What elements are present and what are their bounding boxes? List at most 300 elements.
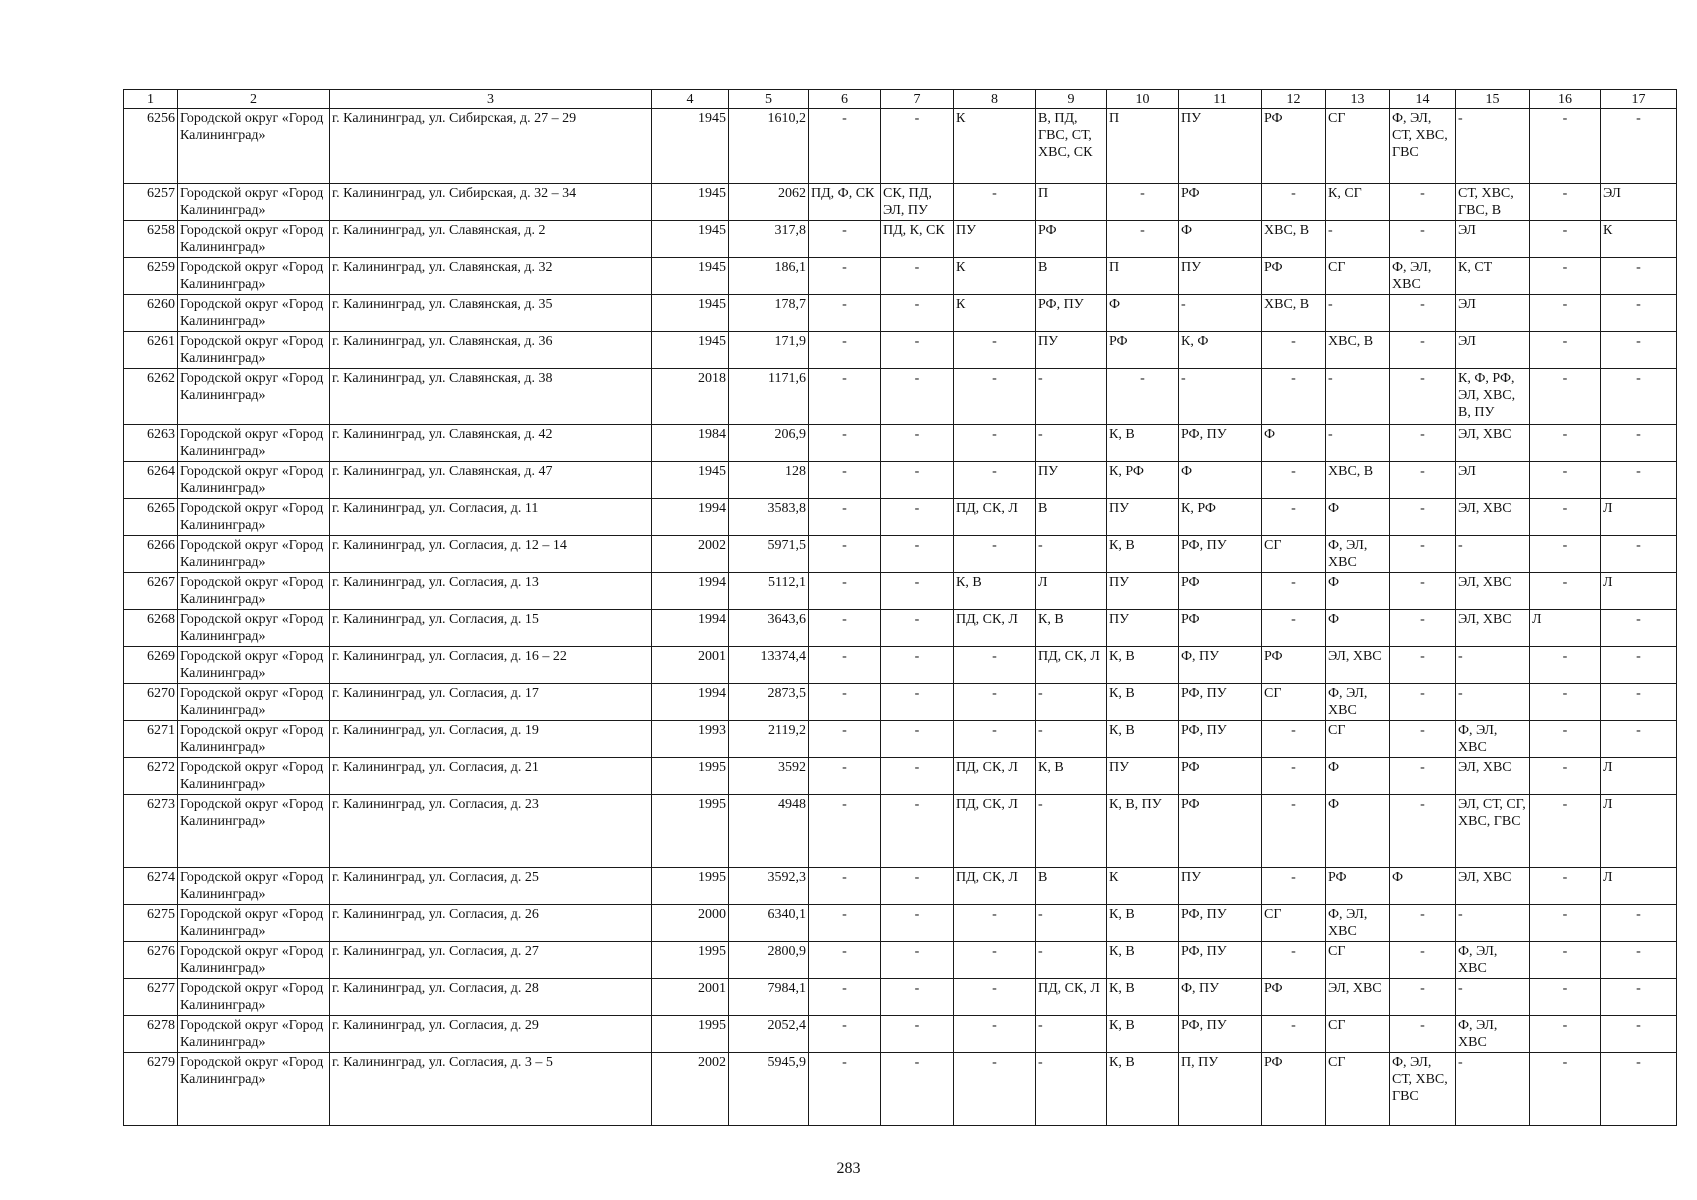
cell-col-13: ХВС, В [1326, 332, 1390, 369]
cell-col-17: Л [1601, 499, 1677, 536]
cell-col-15: К, Ф, РФ, ЭЛ, ХВС, В, ПУ [1456, 369, 1530, 425]
cell-col-16: - [1530, 221, 1601, 258]
cell-col-14: - [1390, 795, 1456, 868]
cell-col-10: П [1107, 109, 1179, 184]
cell-col-6: - [809, 795, 881, 868]
table-row [124, 758, 1677, 795]
cell-col-17: - [1601, 721, 1677, 758]
cell-year-built: 2018 [652, 369, 729, 425]
cell-year-built: 1945 [652, 184, 729, 221]
cell-col-8: К, В [954, 573, 1036, 610]
cell-col-17: - [1601, 369, 1677, 425]
cell-address: г. Калининград, ул. Согласия, д. 12 – 14 [330, 536, 652, 573]
cell-municipality: Городской округ «Город Калининград» [178, 184, 330, 221]
cell-col-14: - [1390, 184, 1456, 221]
cell-year-built: 1945 [652, 221, 729, 258]
cell-col-9: - [1036, 536, 1107, 573]
table-row [124, 462, 1677, 499]
cell-col-15: ЭЛ, ХВС [1456, 573, 1530, 610]
cell-col-8: - [954, 1053, 1036, 1126]
cell-year-built: 2000 [652, 905, 729, 942]
cell-area: 317,8 [729, 221, 809, 258]
cell-col-12: СГ [1262, 684, 1326, 721]
cell-col-8: ПД, СК, Л [954, 868, 1036, 905]
cell-record-number: 6276 [124, 942, 178, 979]
cell-col-16: - [1530, 1053, 1601, 1126]
cell-col-15: - [1456, 1053, 1530, 1126]
cell-municipality: Городской округ «Город Калининград» [178, 979, 330, 1016]
cell-col-8: - [954, 979, 1036, 1016]
cell-col-9: В [1036, 258, 1107, 295]
cell-col-13: СГ [1326, 109, 1390, 184]
cell-municipality: Городской округ «Город Калининград» [178, 647, 330, 684]
cell-col-6: - [809, 868, 881, 905]
table-row [124, 647, 1677, 684]
cell-area: 2873,5 [729, 684, 809, 721]
cell-col-14: - [1390, 332, 1456, 369]
cell-col-14: - [1390, 369, 1456, 425]
cell-col-13: Ф, ЭЛ, ХВС [1326, 684, 1390, 721]
cell-year-built: 1995 [652, 942, 729, 979]
cell-col-8: - [954, 905, 1036, 942]
cell-col-15: - [1456, 905, 1530, 942]
cell-col-10: К, В [1107, 425, 1179, 462]
cell-col-12: - [1262, 868, 1326, 905]
cell-year-built: 1995 [652, 1016, 729, 1053]
cell-col-10: К, В [1107, 942, 1179, 979]
cell-col-16: - [1530, 979, 1601, 1016]
cell-municipality: Городской округ «Город Калининград» [178, 795, 330, 868]
cell-col-16: - [1530, 795, 1601, 868]
cell-col-7: - [881, 573, 954, 610]
cell-col-11: К, РФ [1179, 499, 1262, 536]
cell-col-15: ЭЛ, СТ, СГ, ХВС, ГВС [1456, 795, 1530, 868]
cell-col-12: - [1262, 332, 1326, 369]
table-row [124, 369, 1677, 425]
cell-col-10: К, В [1107, 1016, 1179, 1053]
cell-col-17: - [1601, 647, 1677, 684]
cell-address: г. Калининград, ул. Славянская, д. 35 [330, 295, 652, 332]
cell-col-17: - [1601, 462, 1677, 499]
cell-address: г. Калининград, ул. Согласия, д. 19 [330, 721, 652, 758]
cell-record-number: 6274 [124, 868, 178, 905]
cell-col-16: - [1530, 1016, 1601, 1053]
cell-col-10: К, В [1107, 536, 1179, 573]
cell-col-11: РФ, ПУ [1179, 425, 1262, 462]
cell-col-6: - [809, 499, 881, 536]
cell-col-10: К, В [1107, 905, 1179, 942]
cell-year-built: 1994 [652, 610, 729, 647]
cell-area: 3592 [729, 758, 809, 795]
cell-year-built: 2001 [652, 647, 729, 684]
cell-col-9: - [1036, 795, 1107, 868]
cell-col-17: - [1601, 425, 1677, 462]
cell-col-13: Ф [1326, 610, 1390, 647]
cell-col-7: ПД, К, СК [881, 221, 954, 258]
cell-col-9: - [1036, 369, 1107, 425]
cell-area: 2062 [729, 184, 809, 221]
cell-col-11: Ф [1179, 221, 1262, 258]
cell-col-15: - [1456, 536, 1530, 573]
cell-col-8: ПУ [954, 221, 1036, 258]
cell-col-16: - [1530, 369, 1601, 425]
cell-col-16: - [1530, 647, 1601, 684]
cell-col-15: ЭЛ, ХВС [1456, 610, 1530, 647]
column-header: 8 [954, 90, 1036, 109]
column-header: 6 [809, 90, 881, 109]
cell-col-14: - [1390, 221, 1456, 258]
cell-col-9: ПД, СК, Л [1036, 979, 1107, 1016]
cell-record-number: 6257 [124, 184, 178, 221]
cell-col-13: СГ [1326, 942, 1390, 979]
cell-col-7: СК, ПД, ЭЛ, ПУ [881, 184, 954, 221]
cell-area: 206,9 [729, 425, 809, 462]
cell-col-12: РФ [1262, 258, 1326, 295]
cell-col-6: ПД, Ф, СК [809, 184, 881, 221]
cell-col-12: - [1262, 369, 1326, 425]
cell-record-number: 6268 [124, 610, 178, 647]
cell-address: г. Калининград, ул. Сибирская, д. 32 – 34 [330, 184, 652, 221]
cell-area: 128 [729, 462, 809, 499]
cell-col-15: - [1456, 684, 1530, 721]
cell-col-14: - [1390, 425, 1456, 462]
cell-col-11: - [1179, 295, 1262, 332]
cell-col-9: РФ [1036, 221, 1107, 258]
cell-col-7: - [881, 610, 954, 647]
cell-col-7: - [881, 295, 954, 332]
table-row [124, 610, 1677, 647]
cell-col-9: - [1036, 425, 1107, 462]
cell-col-8: - [954, 536, 1036, 573]
cell-col-17: - [1601, 979, 1677, 1016]
cell-col-6: - [809, 647, 881, 684]
cell-col-7: - [881, 979, 954, 1016]
table-row [124, 684, 1677, 721]
cell-year-built: 1945 [652, 258, 729, 295]
table-row [124, 258, 1677, 295]
cell-col-6: - [809, 332, 881, 369]
cell-address: г. Калининград, ул. Согласия, д. 29 [330, 1016, 652, 1053]
cell-area: 1171,6 [729, 369, 809, 425]
cell-col-7: - [881, 721, 954, 758]
cell-municipality: Городской округ «Город Калининград» [178, 109, 330, 184]
cell-year-built: 1995 [652, 795, 729, 868]
cell-col-12: - [1262, 758, 1326, 795]
cell-record-number: 6260 [124, 295, 178, 332]
cell-municipality: Городской округ «Город Калининград» [178, 369, 330, 425]
cell-col-12: - [1262, 1016, 1326, 1053]
cell-col-16: - [1530, 462, 1601, 499]
cell-col-13: Ф [1326, 499, 1390, 536]
table-row [124, 721, 1677, 758]
cell-municipality: Городской округ «Город Калининград» [178, 258, 330, 295]
cell-col-14: - [1390, 499, 1456, 536]
cell-col-11: РФ [1179, 184, 1262, 221]
column-header: 7 [881, 90, 954, 109]
cell-col-13: - [1326, 295, 1390, 332]
cell-municipality: Городской округ «Город Калининград» [178, 332, 330, 369]
cell-col-11: РФ, ПУ [1179, 684, 1262, 721]
cell-year-built: 1945 [652, 109, 729, 184]
cell-col-11: П, ПУ [1179, 1053, 1262, 1126]
cell-year-built: 1994 [652, 499, 729, 536]
cell-col-15: ЭЛ, ХВС [1456, 425, 1530, 462]
cell-municipality: Городской округ «Город Калининград» [178, 610, 330, 647]
column-header: 12 [1262, 90, 1326, 109]
cell-col-11: РФ, ПУ [1179, 905, 1262, 942]
cell-col-17: Л [1601, 758, 1677, 795]
cell-municipality: Городской округ «Город Калининград» [178, 942, 330, 979]
cell-municipality: Городской округ «Город Калининград» [178, 221, 330, 258]
cell-col-9: ПУ [1036, 462, 1107, 499]
cell-col-10: К, В [1107, 1053, 1179, 1126]
cell-col-6: - [809, 369, 881, 425]
cell-col-13: Ф, ЭЛ, ХВС [1326, 905, 1390, 942]
table-body [124, 109, 1677, 1126]
cell-col-6: - [809, 109, 881, 184]
cell-col-8: - [954, 332, 1036, 369]
cell-municipality: Городской округ «Город Калининград» [178, 462, 330, 499]
cell-col-13: Ф [1326, 795, 1390, 868]
cell-area: 1610,2 [729, 109, 809, 184]
cell-municipality: Городской округ «Город Калининград» [178, 499, 330, 536]
cell-address: г. Калининград, ул. Сибирская, д. 27 – 29 [330, 109, 652, 184]
cell-col-12: СГ [1262, 536, 1326, 573]
cell-col-10: К, В [1107, 979, 1179, 1016]
cell-col-11: Ф, ПУ [1179, 647, 1262, 684]
cell-col-16: - [1530, 758, 1601, 795]
column-header: 9 [1036, 90, 1107, 109]
cell-col-10: - [1107, 184, 1179, 221]
cell-record-number: 6271 [124, 721, 178, 758]
cell-col-10: - [1107, 369, 1179, 425]
cell-col-12: - [1262, 610, 1326, 647]
cell-col-6: - [809, 425, 881, 462]
cell-area: 186,1 [729, 258, 809, 295]
column-header: 10 [1107, 90, 1179, 109]
table-row [124, 573, 1677, 610]
cell-col-10: К, РФ [1107, 462, 1179, 499]
cell-col-11: Ф [1179, 462, 1262, 499]
cell-area: 2119,2 [729, 721, 809, 758]
cell-municipality: Городской округ «Город Калининград» [178, 868, 330, 905]
cell-col-9: К, В [1036, 610, 1107, 647]
table-row [124, 536, 1677, 573]
cell-col-7: - [881, 1053, 954, 1126]
cell-col-11: Ф, ПУ [1179, 979, 1262, 1016]
cell-col-13: - [1326, 369, 1390, 425]
cell-area: 6340,1 [729, 905, 809, 942]
cell-col-16: - [1530, 332, 1601, 369]
cell-address: г. Калининград, ул. Согласия, д. 15 [330, 610, 652, 647]
cell-col-10: РФ [1107, 332, 1179, 369]
cell-col-12: Ф [1262, 425, 1326, 462]
cell-area: 2052,4 [729, 1016, 809, 1053]
cell-municipality: Городской округ «Город Калининград» [178, 1016, 330, 1053]
cell-address: г. Калининград, ул. Славянская, д. 42 [330, 425, 652, 462]
cell-record-number: 6277 [124, 979, 178, 1016]
cell-col-7: - [881, 905, 954, 942]
cell-col-7: - [881, 425, 954, 462]
cell-col-8: К [954, 109, 1036, 184]
cell-col-14: - [1390, 758, 1456, 795]
cell-col-6: - [809, 295, 881, 332]
cell-year-built: 1945 [652, 295, 729, 332]
cell-col-8: - [954, 369, 1036, 425]
cell-municipality: Городской округ «Город Калининград» [178, 721, 330, 758]
cell-col-7: - [881, 795, 954, 868]
cell-municipality: Городской округ «Город Калининград» [178, 425, 330, 462]
cell-record-number: 6264 [124, 462, 178, 499]
cell-col-12: ХВС, В [1262, 221, 1326, 258]
cell-col-6: - [809, 1016, 881, 1053]
cell-col-14: Ф, ЭЛ, СТ, ХВС, ГВС [1390, 109, 1456, 184]
cell-col-15: ЭЛ [1456, 295, 1530, 332]
cell-area: 5945,9 [729, 1053, 809, 1126]
cell-col-11: РФ, ПУ [1179, 942, 1262, 979]
cell-area: 178,7 [729, 295, 809, 332]
cell-col-14: - [1390, 536, 1456, 573]
cell-col-9: ПД, СК, Л [1036, 647, 1107, 684]
cell-col-11: РФ, ПУ [1179, 536, 1262, 573]
column-header: 2 [178, 90, 330, 109]
cell-col-13: Ф, ЭЛ, ХВС [1326, 536, 1390, 573]
cell-col-12: ХВС, В [1262, 295, 1326, 332]
cell-col-8: К [954, 295, 1036, 332]
cell-record-number: 6269 [124, 647, 178, 684]
cell-col-10: Ф [1107, 295, 1179, 332]
cell-address: г. Калининград, ул. Славянская, д. 38 [330, 369, 652, 425]
cell-col-13: Ф [1326, 573, 1390, 610]
cell-col-17: - [1601, 942, 1677, 979]
cell-col-7: - [881, 258, 954, 295]
cell-col-15: ЭЛ [1456, 221, 1530, 258]
cell-record-number: 6259 [124, 258, 178, 295]
table-row [124, 942, 1677, 979]
cell-col-13: ЭЛ, ХВС [1326, 979, 1390, 1016]
column-header: 13 [1326, 90, 1390, 109]
cell-area: 13374,4 [729, 647, 809, 684]
cell-year-built: 1994 [652, 573, 729, 610]
cell-col-15: - [1456, 647, 1530, 684]
cell-col-17: ЭЛ [1601, 184, 1677, 221]
cell-col-17: - [1601, 332, 1677, 369]
cell-col-6: - [809, 684, 881, 721]
cell-col-11: ПУ [1179, 109, 1262, 184]
cell-col-7: - [881, 499, 954, 536]
cell-col-9: В, ПД, ГВС, СТ, ХВС, СК [1036, 109, 1107, 184]
cell-area: 4948 [729, 795, 809, 868]
cell-col-13: К, СГ [1326, 184, 1390, 221]
cell-address: г. Калининград, ул. Согласия, д. 16 – 22 [330, 647, 652, 684]
cell-col-7: - [881, 647, 954, 684]
cell-col-15: Ф, ЭЛ, ХВС [1456, 942, 1530, 979]
cell-col-6: - [809, 573, 881, 610]
cell-area: 3592,3 [729, 868, 809, 905]
cell-col-14: - [1390, 942, 1456, 979]
cell-col-6: - [809, 721, 881, 758]
table-row [124, 499, 1677, 536]
cell-col-17: - [1601, 610, 1677, 647]
cell-col-16: - [1530, 109, 1601, 184]
cell-record-number: 6272 [124, 758, 178, 795]
cell-col-9: - [1036, 684, 1107, 721]
cell-area: 3643,6 [729, 610, 809, 647]
cell-col-14: - [1390, 905, 1456, 942]
cell-col-14: - [1390, 573, 1456, 610]
cell-col-10: ПУ [1107, 758, 1179, 795]
cell-address: г. Калининград, ул. Согласия, д. 25 [330, 868, 652, 905]
cell-col-13: СГ [1326, 258, 1390, 295]
cell-col-11: ПУ [1179, 868, 1262, 905]
cell-col-12: - [1262, 499, 1326, 536]
cell-col-17: - [1601, 109, 1677, 184]
cell-col-14: - [1390, 979, 1456, 1016]
cell-col-12: РФ [1262, 647, 1326, 684]
cell-col-10: - [1107, 221, 1179, 258]
cell-col-16: - [1530, 295, 1601, 332]
cell-col-14: Ф, ЭЛ, СТ, ХВС, ГВС [1390, 1053, 1456, 1126]
cell-col-9: П [1036, 184, 1107, 221]
cell-year-built: 1945 [652, 332, 729, 369]
cell-address: г. Калининград, ул. Согласия, д. 11 [330, 499, 652, 536]
table-row [124, 425, 1677, 462]
cell-col-9: ПУ [1036, 332, 1107, 369]
cell-col-6: - [809, 1053, 881, 1126]
table-row [124, 109, 1677, 184]
cell-col-15: СТ, ХВС, ГВС, В [1456, 184, 1530, 221]
cell-col-7: - [881, 1016, 954, 1053]
cell-year-built: 1995 [652, 758, 729, 795]
cell-col-11: РФ, ПУ [1179, 721, 1262, 758]
cell-col-10: К [1107, 868, 1179, 905]
cell-col-16: - [1530, 573, 1601, 610]
cell-col-17: - [1601, 1016, 1677, 1053]
cell-col-8: - [954, 942, 1036, 979]
cell-col-15: К, СТ [1456, 258, 1530, 295]
cell-col-12: РФ [1262, 109, 1326, 184]
table-row [124, 221, 1677, 258]
cell-area: 7984,1 [729, 979, 809, 1016]
cell-col-9: РФ, ПУ [1036, 295, 1107, 332]
cell-record-number: 6263 [124, 425, 178, 462]
table-row [124, 979, 1677, 1016]
cell-col-11: РФ [1179, 758, 1262, 795]
cell-col-14: - [1390, 295, 1456, 332]
cell-col-8: - [954, 462, 1036, 499]
page-number: 283 [836, 1160, 861, 1177]
cell-col-11: ПУ [1179, 258, 1262, 295]
cell-col-13: СГ [1326, 1053, 1390, 1126]
cell-record-number: 6261 [124, 332, 178, 369]
cell-col-15: Ф, ЭЛ, ХВС [1456, 721, 1530, 758]
cell-col-12: - [1262, 942, 1326, 979]
cell-col-14: Ф [1390, 868, 1456, 905]
cell-col-7: - [881, 332, 954, 369]
cell-address: г. Калининград, ул. Славянская, д. 32 [330, 258, 652, 295]
cell-address: г. Калининград, ул. Согласия, д. 27 [330, 942, 652, 979]
cell-address: г. Калининград, ул. Согласия, д. 17 [330, 684, 652, 721]
table-row [124, 868, 1677, 905]
cell-municipality: Городской округ «Город Калининград» [178, 1053, 330, 1126]
cell-col-9: К, В [1036, 758, 1107, 795]
cell-col-10: К, В [1107, 721, 1179, 758]
cell-col-7: - [881, 369, 954, 425]
cell-col-17: - [1601, 1053, 1677, 1126]
cell-year-built: 2001 [652, 979, 729, 1016]
cell-col-6: - [809, 462, 881, 499]
cell-municipality: Городской округ «Город Калининград» [178, 758, 330, 795]
